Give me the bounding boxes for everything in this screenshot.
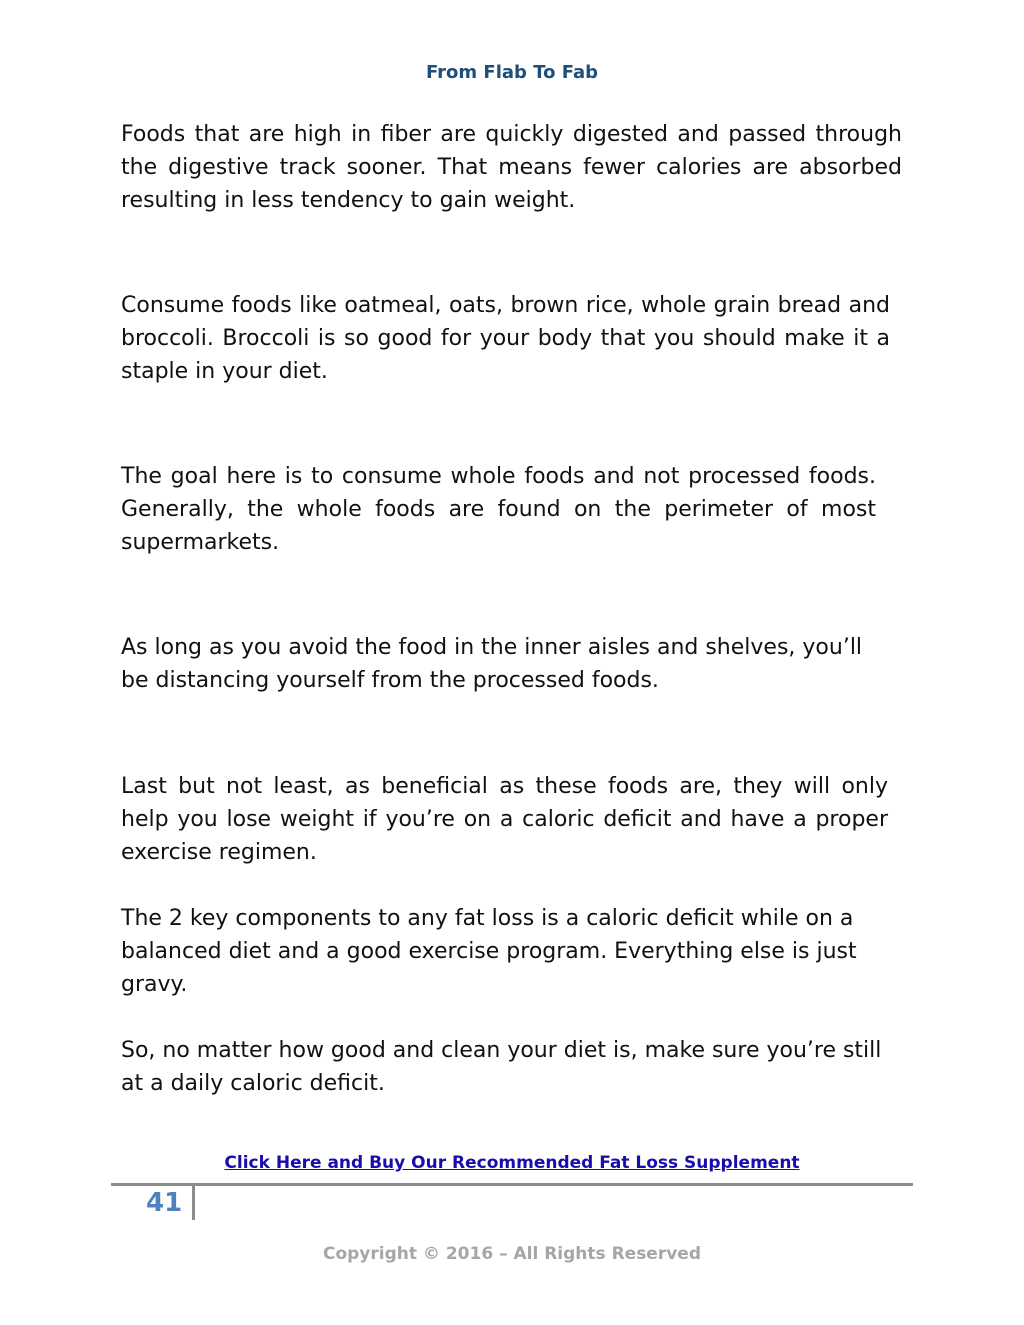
body-paragraph-whole-foods: The goal here is to consume whole foods and not processed foods. Generally, the whole foods are found on the perimeter of most supermarkets. [121,464,876,555]
copyright-notice: Copyright © 2016 – All Rights Reserved [322,1244,702,1264]
body-paragraph-daily-deficit: So, no matter how good and clean your diet is, make sure you’re still at a daily caloric deficit. [121,1038,882,1096]
body-paragraph-consume-foods: Consume foods like oatmeal, oats, brown rice, whole grain bread and broccoli. Broccoli is so good for your body that you should make it a staple in your diet. [121,293,890,384]
page-number: 41 [146,1188,183,1218]
body-paragraph-caloric-deficit: Last but not least, as beneficial as these foods are, they will only help you lose weight if you’re on a caloric deficit and have a proper exercise regimen. [121,774,888,865]
page-number-divider [192,1186,195,1220]
body-paragraph-fiber: Foods that are high in fiber are quickly digested and passed through the digestive track sooner. That means fewer calories are absorbed resulting in less tendency to gain weight. [121,122,902,213]
body-paragraph-key-components: The 2 key components to any fat loss is a caloric deficit while on a balanced diet and a good exercise program. Everything else is just gravy. [121,906,857,997]
running-header-title: From Flab To Fab [426,62,598,83]
supplement-promo-link[interactable]: Click Here and Buy Our Recommended Fat Loss Supplement [224,1153,800,1173]
footer-divider [111,1183,913,1186]
body-paragraph-inner-aisles: As long as you avoid the food in the inner aisles and shelves, you’ll be distancing yourself from the processed foods. [121,635,863,693]
